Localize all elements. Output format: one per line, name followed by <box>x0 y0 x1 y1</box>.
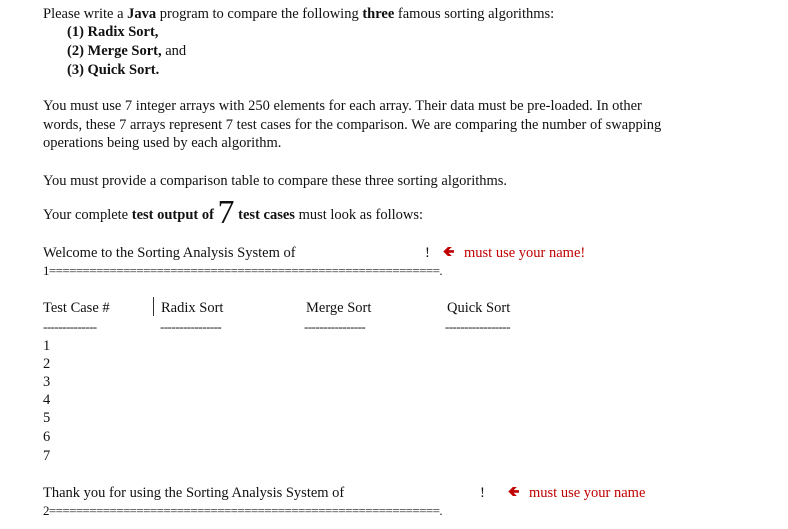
para3-prefix: Your complete <box>43 207 132 223</box>
header-dashes: ----------------- <box>445 319 511 334</box>
table-row: 3 <box>43 374 51 390</box>
thanks-bang: ! <box>480 485 485 501</box>
header-merge: Merge Sort <box>306 300 372 316</box>
algorithm-item <box>67 42 186 61</box>
thanks-note: must use your name <box>529 485 646 501</box>
table-row: 5 <box>43 410 51 426</box>
separator-line-1: 1==========================================================. <box>43 263 442 278</box>
intro-prefix: Please write a <box>43 6 128 22</box>
para3-bold1: test output of <box>131 207 218 223</box>
welcome-line: Welcome to the Sorting Analysis System of <box>43 245 296 261</box>
arrow-left-icon: 🡸 <box>443 245 455 260</box>
table-row: 2 <box>43 356 51 372</box>
intro-count: three <box>362 6 395 22</box>
table-row: 7 <box>43 448 51 464</box>
para2: You must provide a comparison table to compare these three sorting algorithms. <box>43 173 508 189</box>
header-test-case: Test Case # <box>43 300 110 316</box>
algorithm-item <box>67 61 159 80</box>
welcome-bang: ! <box>425 245 430 261</box>
table-row: 4 <box>43 392 51 408</box>
header-dashes: ---------------- <box>304 319 366 334</box>
intro-lang: Java <box>127 6 157 22</box>
thanks-line: Thank you for using the Sorting Analysis System of <box>43 485 345 501</box>
para3-suffix: must look as follows: <box>294 207 424 223</box>
welcome-note: must use your name! <box>464 245 586 261</box>
header-dashes: ---------------- <box>160 319 222 334</box>
table-row: 6 <box>43 429 51 445</box>
column-divider <box>153 297 154 316</box>
para1-line: words, these 7 arrays represent 7 test cases for the comparison. We are comparing the number of swapping <box>43 117 662 133</box>
algorithm-label: (2) Merge Sort, <box>67 43 162 59</box>
para3-bold2: test cases <box>234 207 295 223</box>
para3 <box>43 194 424 231</box>
header-quick: Quick Sort <box>447 300 511 316</box>
algorithm-item <box>67 23 158 42</box>
algorithm-label: (1) Radix Sort, <box>67 24 159 40</box>
intro-line <box>43 5 554 24</box>
intro-suffix: famous sorting algorithms: <box>394 6 555 22</box>
header-radix: Radix Sort <box>161 300 224 316</box>
algorithm-tail: and <box>161 43 187 59</box>
para3-big-seven: 7 <box>217 194 235 231</box>
intro-mid: program to compare the following <box>156 6 363 22</box>
algorithm-label: (3) Quick Sort. <box>67 62 160 78</box>
table-row: 1 <box>43 338 51 354</box>
separator-line-2: 2==========================================================. <box>43 503 442 518</box>
arrow-left-icon: 🡸 <box>508 485 520 500</box>
para1-line: You must use 7 integer arrays with 250 elements for each array. Their data must be pre-loaded. In other <box>43 98 642 114</box>
header-dashes: -------------- <box>43 319 97 334</box>
para1-line: operations being used by each algorithm. <box>43 135 282 151</box>
